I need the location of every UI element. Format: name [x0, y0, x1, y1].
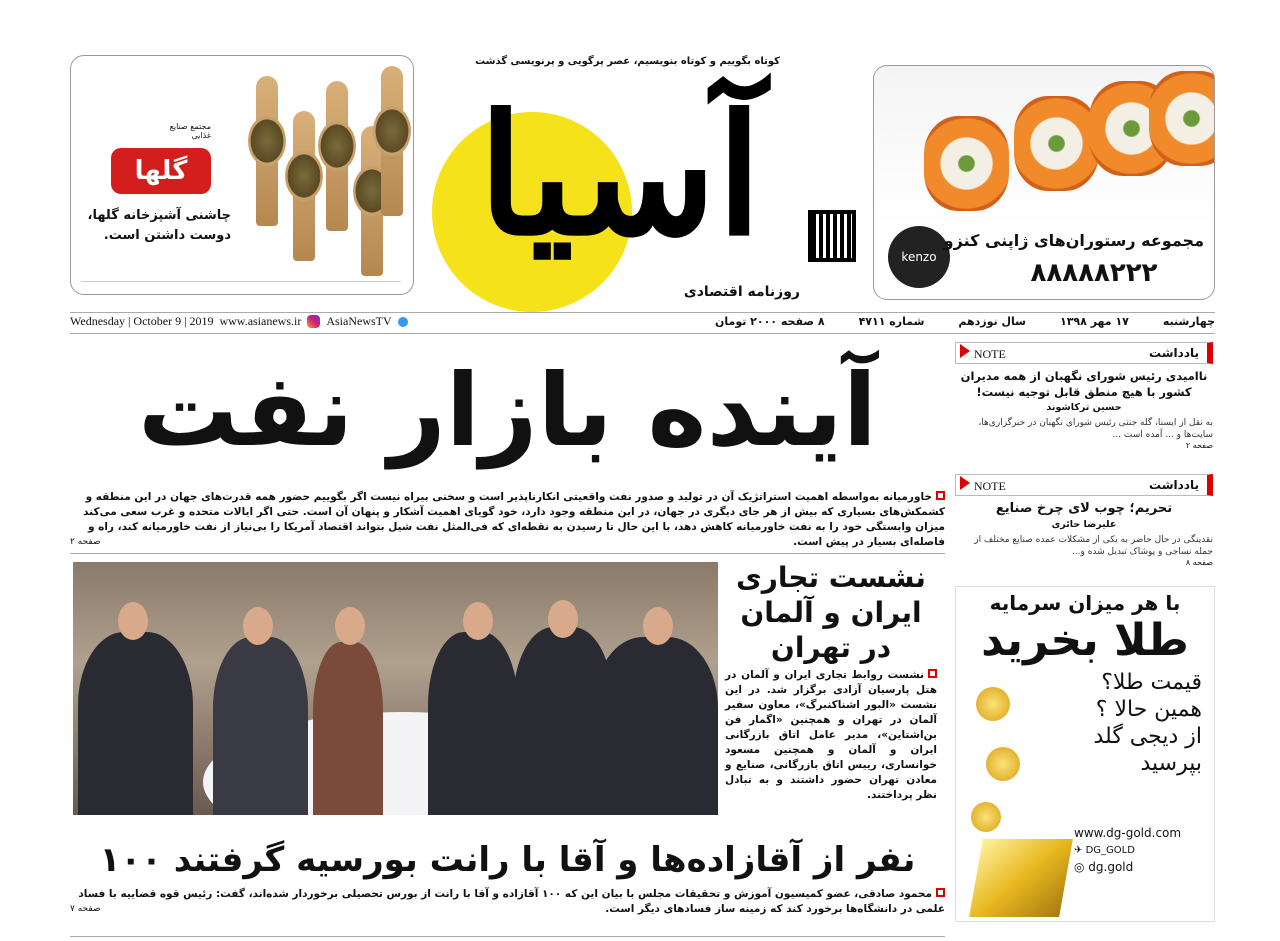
- arrow-icon: [960, 344, 970, 358]
- story3-body: محمود صادقی، عضو کمیسیون آموزش و تحقیقات مجلس با بیان این که ۱۰۰ آقازاده و آقا با رانت از بورس تحصیلی برخوردار شده‌اند، گفت: رئیس قوه قضاییه با فساد علمی در دانشگاه‌ها برخورد کند که زمینه ساز فسادهای دیگر است. صفحه ۷: [70, 888, 945, 915]
- website-link[interactable]: www.asianews.ir: [219, 314, 302, 328]
- story2-body: نشست روابط تجاری ایران و آلمان در هتل پارسیان آزادی برگزار شد. در این نشست «البور اشناکنبرگ»، معاون سفیر آلمان در تهران و همچنین «اگمار فن بن‌اشتاین»، مدیر عامل اتاق بازرگانی ایران و آلمان و همچنین مسعود خوانساری، رییس اتاق بازرگانی، صنایع و معادن تهران حضور داشتند و به تبادل نظر پرداختند.: [725, 669, 937, 801]
- kenzo-logo: kenzo: [888, 226, 950, 288]
- main-lead: خاورمیانه به‌واسطه اهمیت استراتژیک آن در تولید و صدور نفت واقعیتی انکارناپذیر است و سخنی بیراه نیست اگر بگوییم حضور همه قدرت‌های جهان در این منطقه و کشمکش‌های بسیاری که بیش از هر جای دیگری در جهان، در این منطقه وجود دارد، خود گویای اهمیت آشکار و پنهان آن است. حتی اگر ایالات متحده و غرب سعی می‌کند میزان وابستگی خود را به نفت خاورمیانه کاهش دهد، با این حال تا رسیدن به نقطه‌ای که فی‌المثل نفت شیل بتواند اقتصاد آمریکا را بی‌نیاز از نفت خاورمیانه کند، راه و فاصله‌ای بسیار در پیش است. صفحه ۲: [70, 491, 945, 548]
- gold-coin-icon: [976, 687, 1010, 721]
- ad-golha[interactable]: [70, 55, 414, 295]
- news-photo: [73, 562, 718, 815]
- note-2[interactable]: NOTE یادداشت تحریم؛ چوب لای چرخ صنایع علیرضا حائری نقدینگی در حال حاضر به یکی از مشکلات عمده صنایع مختلف از جمله نساجی و پوشاک تبدیل شده و... صفحه ۸: [955, 474, 1213, 568]
- masthead-logo: آسیا: [477, 78, 763, 272]
- golha-logo: گلها: [111, 148, 211, 194]
- masthead-tagline: کوتاه بگوییم و کوتاه بنویسیم، عصر پرگویی و پرنویسی گذشت: [475, 56, 780, 67]
- ad-digigold[interactable]: با هر میزان سرمایه طلا بخرید قیمت طلا؟ همین حالا ؟ از دیجی گلد بپرسید www.dg-gold.com ✈ DG_GOLD ◎ dg.gold: [955, 586, 1215, 922]
- ad-company: مجتمع صنایع غذایی: [169, 122, 211, 140]
- gold-bars-image: [969, 839, 1073, 917]
- datebar-en: Wednesday | October 9 | 2019 www.asianews.ir AsiaNewsTV: [70, 314, 408, 329]
- story2-headline[interactable]: نشست تجاری ایران و آلمان در تهران: [736, 561, 926, 664]
- masthead-subtitle: روزنامه اقتصادی: [683, 284, 800, 300]
- qr-code-icon: [808, 210, 856, 262]
- arrow-icon: [960, 476, 970, 490]
- gold-coin-icon: [971, 802, 1001, 832]
- story3-headline[interactable]: ۱۰۰ نفر از آقازاده‌ها و آقا با رانت بورسیه گرفتند: [99, 840, 916, 880]
- ad-slogan: چاشنی آشپزخانه گلها، دوست داشتن است.: [87, 208, 231, 243]
- ad-kenzo[interactable]: [873, 65, 1215, 300]
- ad-contacts: www.dg-gold.com ✈ DG_GOLD ◎ dg.gold: [1074, 826, 1182, 874]
- ad-title: مجموعه رستوران‌های ژاپنی کنزو: [943, 231, 1204, 250]
- verified-icon: [398, 317, 408, 327]
- instagram-icon: [307, 315, 320, 328]
- note-1[interactable]: NOTE یادداشت ناامیدی رئیس شورای نگهبان از همه مدیران کشور با هیچ منطق قابل توجیه نیست! حسین ترکاشوند به نقل از ایسنا، گله جنتی رئیس شورای نگهبان در خبرگزاری‌ها، سایت‌ها و ... آمده است ... صفحه ۲: [955, 342, 1213, 451]
- datebar-fa: چهارشنبه ۱۷ مهر ۱۳۹۸ سال نوزدهم شماره ۴۷۱۱ ۸ صفحه ۲۰۰۰ تومان: [714, 315, 1215, 328]
- gold-coin-icon: [986, 747, 1020, 781]
- ad-phone: ۸۸۸۸۸۲۲۲: [1030, 258, 1158, 288]
- main-headline[interactable]: آینده بازار نفت: [138, 352, 877, 469]
